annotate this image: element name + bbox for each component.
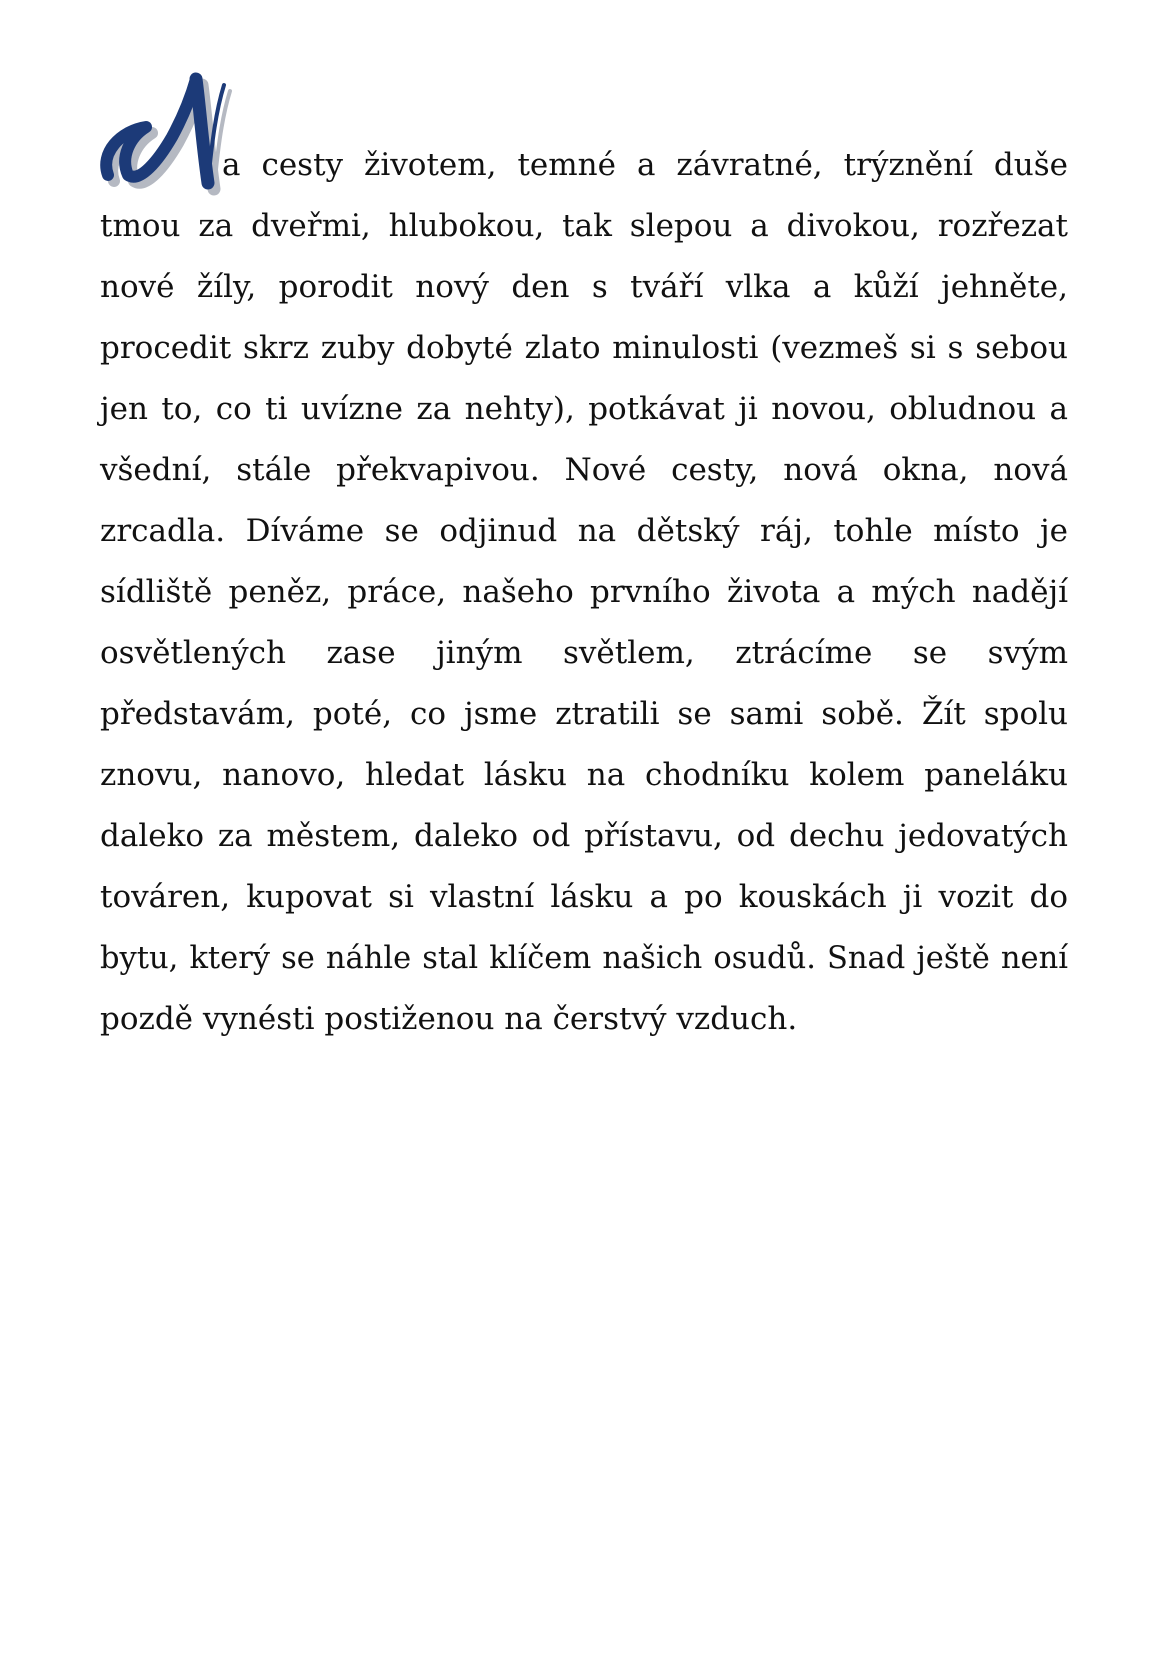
- text-line: osvětlených zase jiným světlem, ztrácíme se svým: [100, 635, 1068, 671]
- text-line: všední, stále překvapivou. Nové cesty, nová okna, nová: [100, 452, 1068, 488]
- text-line: sídliště peněz, práce, našeho prvního života a mých nadějí: [100, 574, 1068, 610]
- text-line: jen to, co ti uvízne za nehty), potkávat ji novou, obludnou a: [100, 391, 1068, 427]
- text-line: tmou za dveřmi, hlubokou, tak slepou a divokou, rozřezat: [100, 208, 1068, 244]
- text-line: nové žíly, porodit nový den s tváří vlka a kůží jehněte,: [100, 269, 1068, 305]
- text-line: znovu, nanovo, hledat lásku na chodníku kolem paneláku: [100, 757, 1068, 793]
- drop-cap-letter: [100, 71, 218, 195]
- text-line: továren, kupovat si vlastní lásku a po kouskách ji vozit do: [100, 879, 1068, 915]
- drop-cap-n-icon: [100, 71, 230, 201]
- text-line: bytu, který se náhle stal klíčem našich osudů. Snad ještě není: [100, 941, 1068, 976]
- body-paragraph: [100, 135, 1068, 1050]
- text-line: zrcadla. Díváme se odjinud na dětský ráj, tohle místo je: [100, 513, 1068, 549]
- text-line: procedit skrz zuby dobyté zlato minulosti (vezmeš si s sebou: [100, 330, 1068, 366]
- text-line: a cesty životem, temné a závratné, trýznění duše: [222, 147, 1068, 183]
- text-line: představám, poté, co jsme ztratili se sami sobě. Žít spolu: [100, 696, 1068, 732]
- text-line-last: pozdě vynésti postiženou na čerstvý vzduch.: [100, 1001, 798, 1037]
- text-line: daleko za městem, daleko od přístavu, od dechu jedovatých: [100, 818, 1068, 854]
